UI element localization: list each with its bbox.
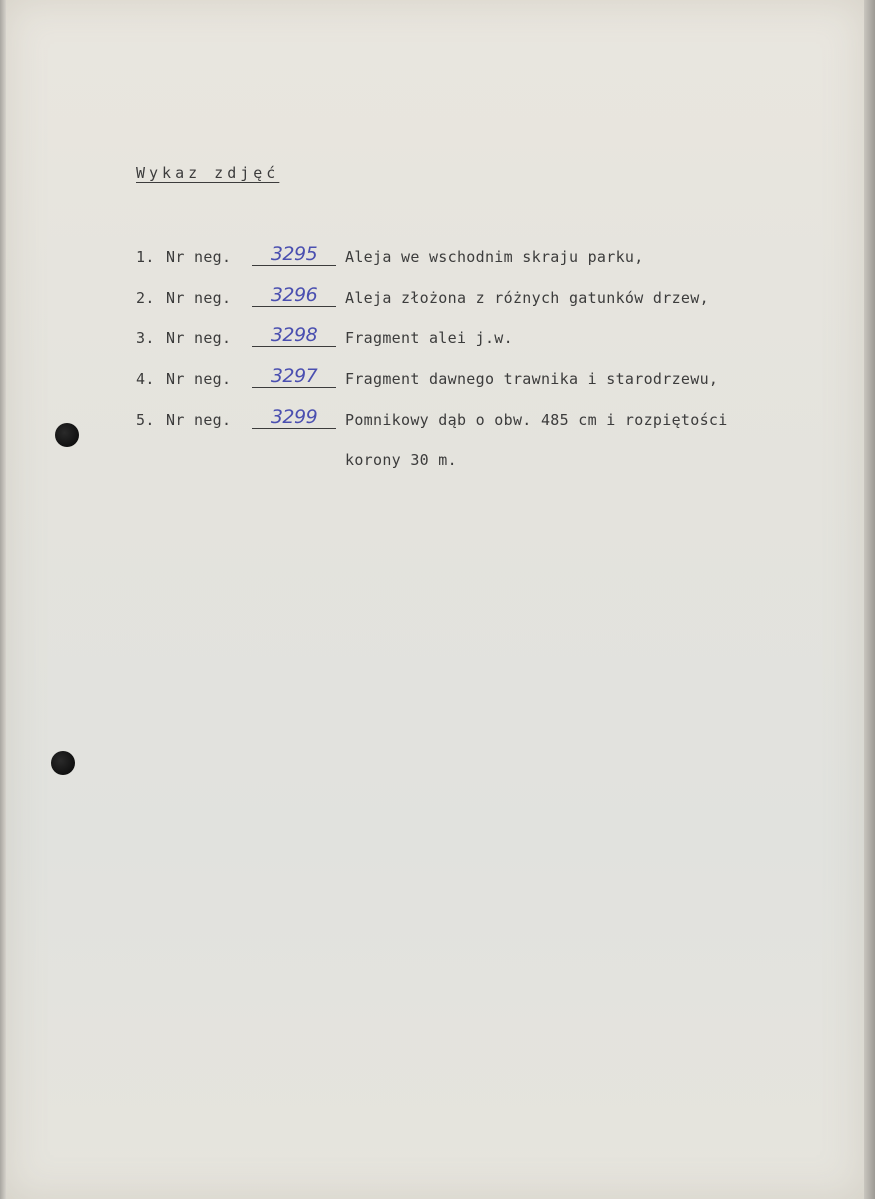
item-label: Nr neg. [166,248,232,266]
item-number: 1. [136,248,155,266]
negative-number-slot [252,406,336,429]
punch-hole-bottom [51,751,75,775]
item-label: Nr neg. [166,370,232,388]
item-number: 2. [136,289,155,307]
document-title: Wykaz zdjęć [136,164,280,182]
item-number: 3. [136,329,155,347]
negative-number-handwritten: 3295 [270,243,318,265]
paper-sheet [6,0,864,1199]
item-description: Aleja we wschodnim skraju parku, [345,248,644,266]
item-description: Pomnikowy dąb o obw. 485 cm i rozpiętości [345,411,728,429]
item-label: Nr neg. [166,411,232,429]
punch-hole-top [55,423,79,447]
item-description-continued: korony 30 m. [345,451,457,469]
negative-number-handwritten: 3299 [270,406,318,428]
negative-number-handwritten: 3297 [270,365,318,387]
item-description: Fragment alei j.w. [345,329,513,347]
item-label: Nr neg. [166,289,232,307]
negative-number-slot [252,243,336,266]
item-number: 4. [136,370,155,388]
item-description: Fragment dawnego trawnika i starodrzewu, [345,370,719,388]
paper-edge-right [864,0,875,1199]
item-number: 5. [136,411,155,429]
item-label: Nr neg. [166,329,232,347]
negative-number-handwritten: 3298 [270,324,318,346]
paper-edge-left [0,0,6,1199]
negative-number-slot [252,324,336,347]
negative-number-slot [252,284,336,307]
negative-number-handwritten: 3296 [270,284,318,306]
item-description: Aleja złożona z różnych gatunków drzew, [345,289,709,307]
negative-number-slot [252,365,336,388]
